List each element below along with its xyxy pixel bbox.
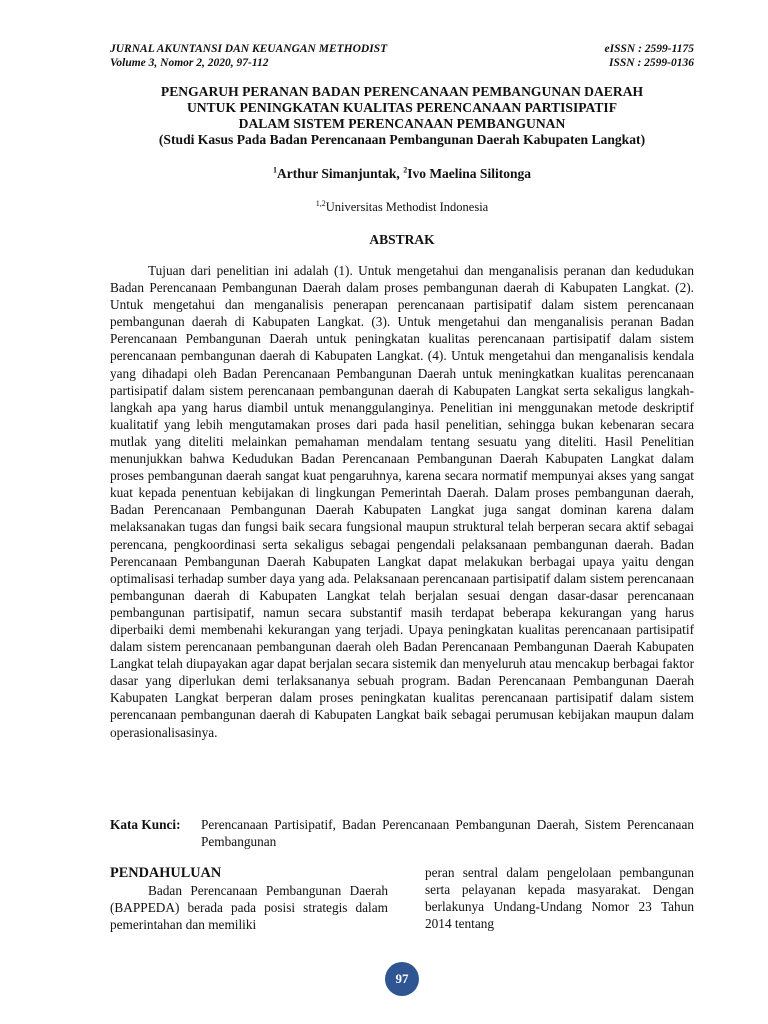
author-1: Arthur Simanjuntak, — [277, 166, 404, 181]
keywords — [110, 816, 694, 850]
keywords-label: Kata Kunci: — [110, 817, 181, 832]
volume-info: Volume 3, Nomor 2, 2020, 97-112 — [110, 57, 269, 69]
affiliation-sup: 1,2 — [315, 198, 326, 208]
authors — [110, 166, 694, 182]
eissn: eISSN : 2599-1175 — [604, 43, 694, 55]
title-line-2: UNTUK PENINGKATAN KUALITAS PERENCANAAN PARTISIPATIF — [186, 100, 618, 115]
paper-title — [110, 84, 694, 148]
title-line-1: PENGARUH PERANAN BADAN PERENCANAAN PEMBANGUNAN DAERAH — [160, 84, 644, 99]
abstract-heading: ABSTRAK — [369, 232, 435, 247]
affiliation-name: Universitas Methodist Indonesia — [325, 200, 489, 214]
affiliation — [110, 200, 694, 215]
author2-sup: 2 — [403, 165, 408, 175]
journal-name: JURNAL AKUNTANSI DAN KEUANGAN METHODIST — [110, 43, 388, 55]
issn: ISSN : 2599-0136 — [609, 57, 694, 69]
author1-sup: 1 — [273, 165, 278, 175]
keywords-text: Perencanaan Partisipatif, Badan Perencanaan Pembangunan Daerah, Sistem Perencanaan Pembangunan — [201, 817, 694, 849]
intro-paragraph-left: Badan Perencanaan Pembangunan Daerah (BAPPEDA) berada pada posisi strategis dalam pemerintahan dan memiliki — [110, 883, 388, 932]
intro-left-column — [110, 864, 388, 933]
title-subtitle: (Studi Kasus Pada Badan Perencanaan Pembangunan Daerah Kabupaten Langkat) — [158, 132, 646, 147]
author-2: Ivo Maelina Silitonga — [407, 166, 531, 181]
page-number-badge: 97 — [385, 962, 419, 996]
abstract-body: Tujuan dari penelitian ini adalah (1). Untuk mengetahui dan menganalisis peranan dan kedudukan Badan Perencanaan Pembangunan Daerah dalam proses pembangunan daerah di Kabupaten Langkat. (2). Untuk mengetahui dan menganalisis penerapan perencanaan partisipatif dalam sistem perencanaan pembangunan daerah di Kabupaten Langkat. (3). Untuk mengetahui dan menganalisis peranan Badan Perencanaan Pembangunan Daerah untuk peningkatan kualitas perencanaan partisipatif dalam sistem perencanaan pembangunan daerah di Kabupaten Langkat. (4). Untuk mengetahui dan menganalisis kendala yang dihadapi oleh Badan Perencanaan Pembangunan Daerah untuk meningkatkan kualitas perencanaan partisipatif dalam sistem perencanaan pembangunan daerah di Kabupaten Langkat serta sekaligus langkah-langkah apa yang harus diambil untuk menanggulanginya. Penelitian ini menggunakan metode deskriptif kualitatif yang lebih mengutamakan proses dari pada hasil penelitian, sehingga bukan kebenaran secara mutlak yang diteliti melainkan pemahaman mendalam tentang sesuatu yang diteliti. Hasil Penelitian menunjukkan bahwa Kedudukan Badan Perencanaan Pembangunan Daerah Kabupaten Langkat dalam proses pembangunan daerah sangat kuat pengaruhnya, karena secara normatif mempunyai akses yang sangat kuat kepada penentuan kebijakan di lingkungan Pemerintah Daerah. Dalam proses pembangunan daerah, Badan Perencanaan Pembangunan Daerah Kabupaten Langkat juga sangat dominan karena dalam melaksanakan tugas dan fungsi baik secara fungsional maupun struktural telah berperan secara aktif sebagai perencana, pengkoordinasi serta sekaligus sebagai pengendali pelaksanaan pembangunan daerah. Badan Perencanaan Pembangunan Daerah Kabupaten Langkat dapat melakukan berbagai upaya yaitu dengan optimalisasi terhadap sumber daya yang ada. Pelaksanaan perencanaan partisipatif dalam sistem perencanaan pembangunan daerah di Kabupaten Langkat telah berjalan sesuai dengan dasar-dasar perencanaan pembangunan partisipatif, namun secara substantif masih terdapat beberapa kekurangan yang harus diperbaiki demi membenahi kekurangan yang terjadi. Upaya peningkatan kualitas perencanaan partisipatif dalam sistem perencanaan pembangunan daerah oleh Badan Perencanaan Pembangunan Daerah Kabupaten Langkat telah diupayakan agar dapat berjalan secara sistemik dan menyeluruh atau mencakup berbagai faktor dasar yang diperlukan demi terlaksananya sebuah program. Badan Perencanaan Pembangunan Daerah Kabupaten Langkat berperan dalam proses peningkatan kualitas perencanaan partisipatif dalam sistem perencanaan pembangunan daerah di Kabupaten Langkat baik sebagai perumusan kebijakan maupun dalam operasionalisasinya. — [110, 263, 694, 740]
title-line-3: DALAM SISTEM PERENCANAAN PEMBANGUNAN — [238, 116, 566, 131]
intro-paragraph-right: peran sentral dalam pengelolaan pembangunan serta pelayanan kepada masyarakat. Dengan berlakunya Undang-Undang Nomor 23 Tahun 2014 tentang — [425, 865, 694, 931]
section-heading: PENDAHULUAN — [110, 865, 222, 881]
journal-header — [110, 42, 694, 70]
